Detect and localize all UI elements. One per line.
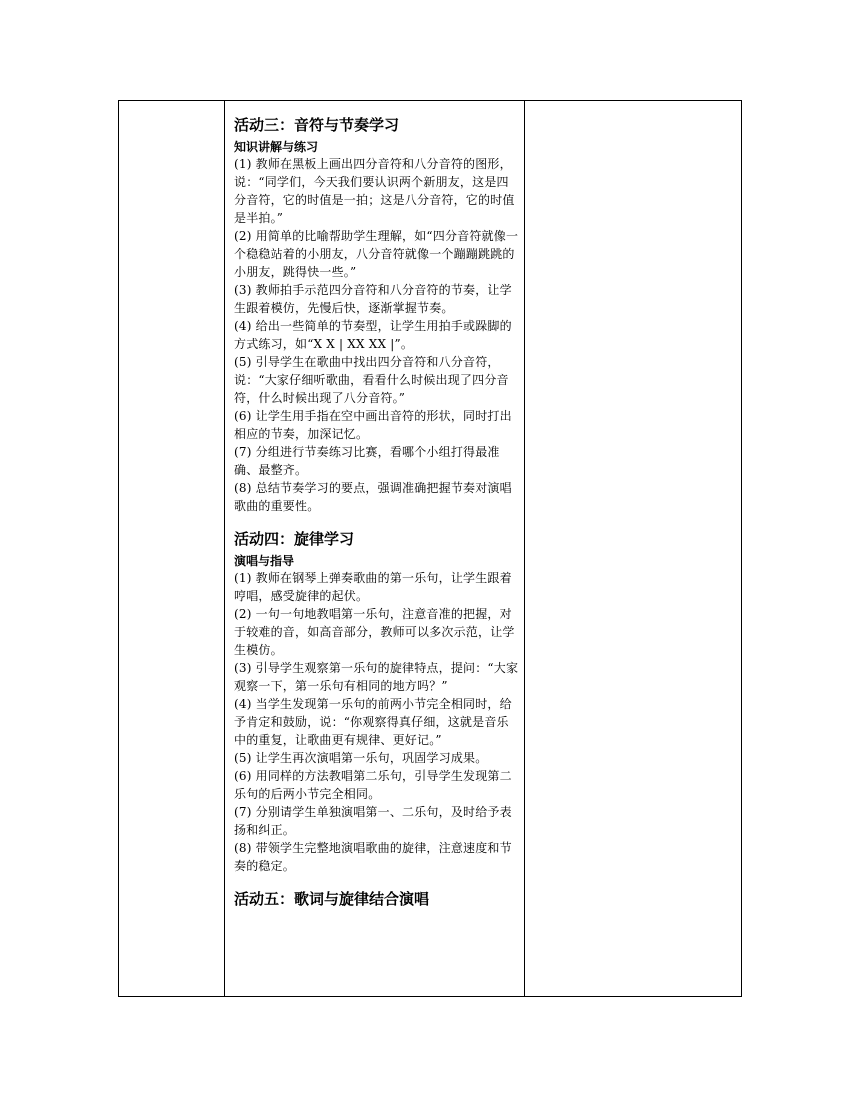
list-item: (8) 总结节奏学习的要点，强调准确把握节奏对演唱歌曲的重要性。 [234,481,512,513]
list-item: (5) 引导学生在歌曲中找出四分音符和八分音符，说：“大家仔细听歌曲，看看什么时候出现了四分音符，什么时候出现了八分音符。” [234,355,509,405]
activity4-section [234,527,520,875]
list-item: (7) 分别请学生单独演唱第一、二乐句，及时给予表扬和纠正。 [234,805,512,837]
activity3-section [234,113,520,515]
table-cell-left [119,101,225,996]
list-item: (3) 教师拍手示范四分音符和八分音符的节奏，让学生跟着模仿，先慢后快，逐渐掌握节奏。 [234,283,512,315]
list-item: (1) 教师在钢琴上弹奏歌曲的第一乐句，让学生跟着哼唱，感受旋律的起伏。 [234,571,512,603]
activity4-subtitle: 演唱与指导 [234,554,295,568]
table-cell-right [525,101,741,996]
list-item: (6) 用同样的方法教唱第二乐句，引导学生发现第二乐句的后两小节完全相同。 [234,769,512,801]
lesson-table [118,100,742,997]
activity5-title: 活动五：歌词与旋律结合演唱 [234,890,430,908]
activity3-title: 活动三：音符与节奏学习 [234,116,400,134]
list-item: (6) 让学生用手指在空中画出音符的形状，同时打出相应的节奏，加深记忆。 [234,409,512,441]
list-item: (5) 让学生再次演唱第一乐句，巩固学习成果。 [234,751,488,765]
list-item: (2) 一句一句地教唱第一乐句，注意音准的把握，对于较难的音，如高音部分，教师可以多次示范，让学生模仿。 [234,607,515,657]
list-item: (1) 教师在黑板上画出四分音符和八分音符的图形，说：“同学们，今天我们要认识两个新朋友，这是四分音符，它的时值是一拍；这是八分音符，它的时值是半拍。” [234,157,515,225]
activity5-section [234,887,520,911]
list-item: (7) 分组进行节奏练习比赛，看哪个小组打得最准确、最整齐。 [234,445,500,477]
table-cell-content [225,101,525,996]
list-item: (4) 给出一些简单的节奏型，让学生用拍手或跺脚的方式练习，如“X X | XX XX |”。 [234,319,512,351]
list-item: (8) 带领学生完整地演唱歌曲的旋律，注意速度和节奏的稳定。 [234,841,512,873]
list-item: (3) 引导学生观察第一乐句的旋律特点，提问：“大家观察一下，第一乐句有相同的地方吗？” [234,661,519,693]
list-item: (2) 用简单的比喻帮助学生理解，如“四分音符就像一个稳稳站着的小朋友，八分音符就像一个蹦蹦跳跳的小朋友，跳得快一些。” [234,229,519,279]
activity3-subtitle: 知识讲解与练习 [234,140,319,154]
activity4-title: 活动四：旋律学习 [234,530,355,548]
list-item: (4) 当学生发现第一乐句的前两小节完全相同时，给予肯定和鼓励，说：“你观察得真仔细，这就是音乐中的重复，让歌曲更有规律、更好记。” [234,697,512,747]
